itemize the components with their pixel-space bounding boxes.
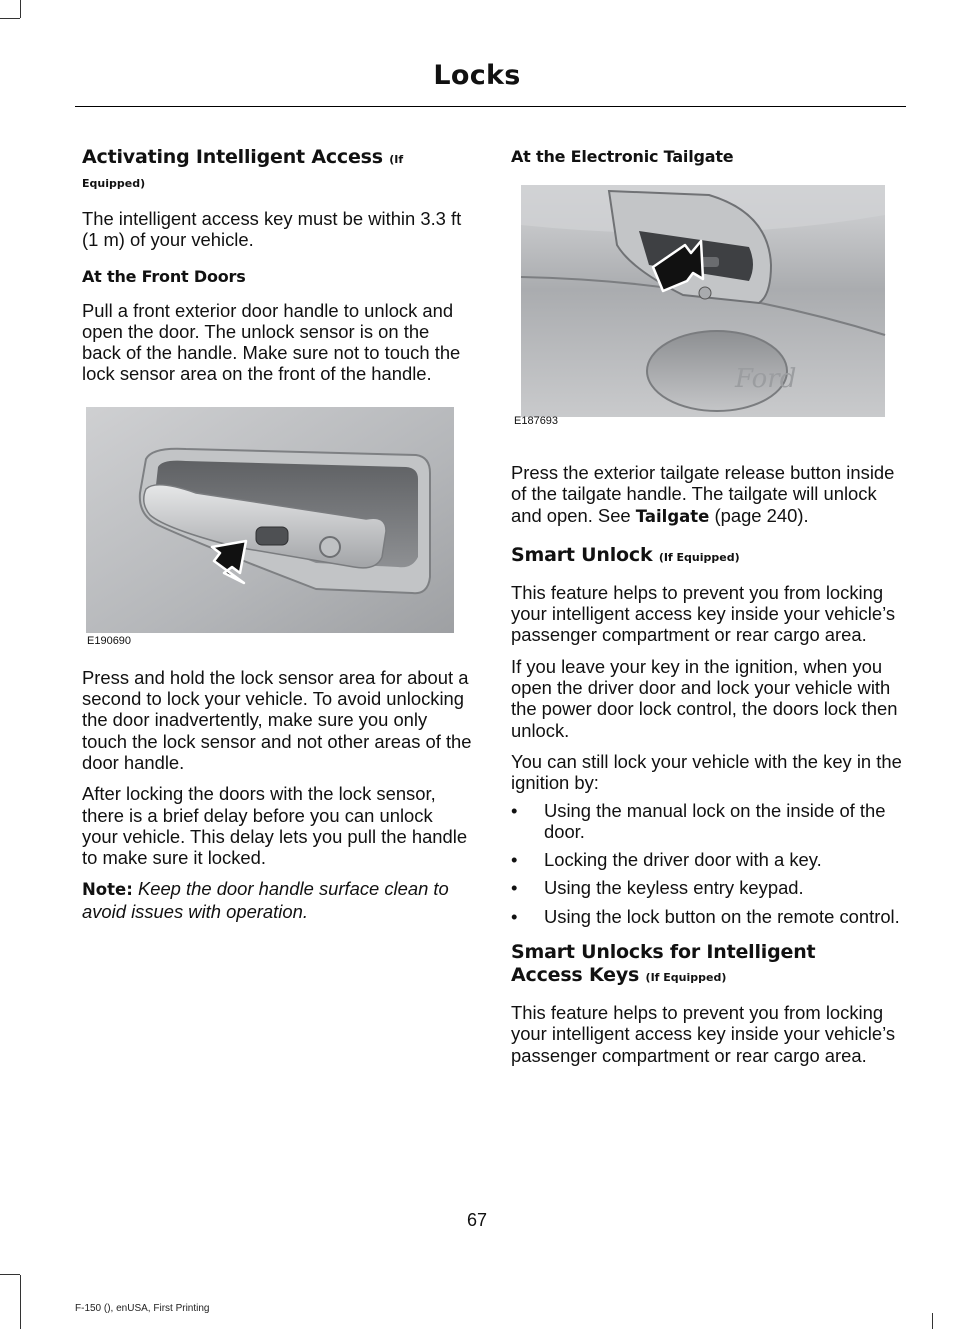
figure-caption: E190690: [87, 634, 132, 647]
door-handle-illustration: [86, 407, 458, 635]
bullet-list: [511, 800, 903, 927]
crop-mark: [0, 1274, 20, 1275]
key-cylinder: [320, 537, 340, 557]
heading-qualifier-continued: Equipped): [82, 177, 146, 190]
ford-emblem-text: Ford: [735, 364, 797, 394]
tailgate-link[interactable]: Tailgate: [635, 506, 710, 526]
tailgate-illustration: [513, 185, 893, 439]
heading-qualifier: (If: [389, 153, 404, 166]
paragraph: If you leave your key in the ignition, when you open the driver door and lock your vehicle with the power door lock control, the doors lock then unlock.: [511, 655, 898, 741]
figure-caption: E187693: [514, 415, 559, 427]
list-item-text: Locking the driver door with a key.: [544, 849, 822, 871]
handle-screw: [699, 287, 711, 299]
heading-text: Smart Unlocks for Intelligent: [511, 941, 816, 964]
section-heading-intelligent-access: [82, 146, 472, 171]
list-item: [511, 877, 903, 898]
subheading-electronic-tailgate: At the Electronic Tailgate: [511, 147, 734, 166]
list-item: [511, 906, 903, 927]
bullet-icon: •: [511, 849, 518, 871]
paragraph: Press and hold the lock sensor area for about a second to lock your vehicle. To avoid unlocking the door inadvertently, make sure you only touch the lock sensor and not other areas of the door handle.: [82, 666, 472, 773]
tailgate-figure: [513, 185, 893, 453]
crop-mark: [20, 1275, 21, 1329]
lock-sensor: [256, 527, 288, 545]
list-item-text: Using the lock button on the remote control.: [544, 905, 900, 927]
paragraph: This feature helps to prevent you from locking your intelligent access key inside your vehicle’s passenger compartment or rear cargo area.: [511, 581, 896, 646]
note-label: Note:: [82, 880, 133, 900]
page-number: 67: [466, 1210, 488, 1230]
page-title: Locks: [433, 60, 521, 91]
paragraph-text: Press the exterior tailgate release button inside of the tailgate handle. The tailgate will unlock and open. See: [511, 462, 895, 526]
list-item: [511, 849, 903, 870]
crop-mark: [0, 18, 20, 19]
crop-mark: [932, 1313, 933, 1329]
door-handle-figure: [86, 407, 458, 649]
heading-text: Access Keys: [511, 964, 640, 987]
heading-qualifier: (If Equipped): [658, 550, 740, 564]
right-column: [511, 142, 903, 1076]
paragraph: The intelligent access key must be within 3.3 ft (1 m) of your vehicle.: [82, 208, 462, 251]
subheading-front-doors: At the Front Doors: [82, 266, 246, 286]
title-divider: [75, 106, 906, 107]
heading-text: Smart Unlock: [511, 543, 653, 566]
paragraph: After locking the doors with the lock sensor, there is a brief delay before you can unlock your vehicle. This delay lets you pull the handle to make sure it locked.: [82, 783, 468, 869]
paragraph: You can still lock your vehicle with the key in the ignition by:: [511, 750, 902, 794]
list-item-text: Using the manual lock on the inside of the door.: [544, 799, 886, 842]
paragraph: [511, 462, 903, 527]
list-item-text: Using the keyless entry keypad.: [544, 877, 804, 899]
heading-text: Activating Intelligent Access: [82, 146, 383, 168]
list-item: [511, 800, 903, 843]
left-column: [82, 142, 472, 932]
bullet-icon: •: [511, 877, 518, 899]
section-heading-smart-unlocks-keys: [511, 941, 903, 989]
bullet-icon: •: [511, 799, 518, 821]
note-text: Keep the door handle surface clean to avoid issues with operation.: [82, 878, 449, 922]
section-heading-smart-unlock: [511, 544, 903, 569]
note: [82, 878, 472, 922]
crop-mark: [20, 0, 21, 18]
paragraph-text: (page 240).: [709, 504, 809, 526]
edition-footer: F-150 (), enUSA, First Printing: [75, 1303, 210, 1314]
bullet-icon: •: [511, 905, 518, 927]
heading-qualifier: (If Equipped): [645, 971, 727, 985]
paragraph: Pull a front exterior door handle to unlock and open the door. The unlock sensor is on the back of the handle. Make sure not to touch the lock sensor area on the front of the handle.: [82, 299, 461, 385]
paragraph: This feature helps to prevent you from locking your intelligent access key inside your vehicle’s passenger compartment or rear cargo area.: [511, 1002, 896, 1066]
